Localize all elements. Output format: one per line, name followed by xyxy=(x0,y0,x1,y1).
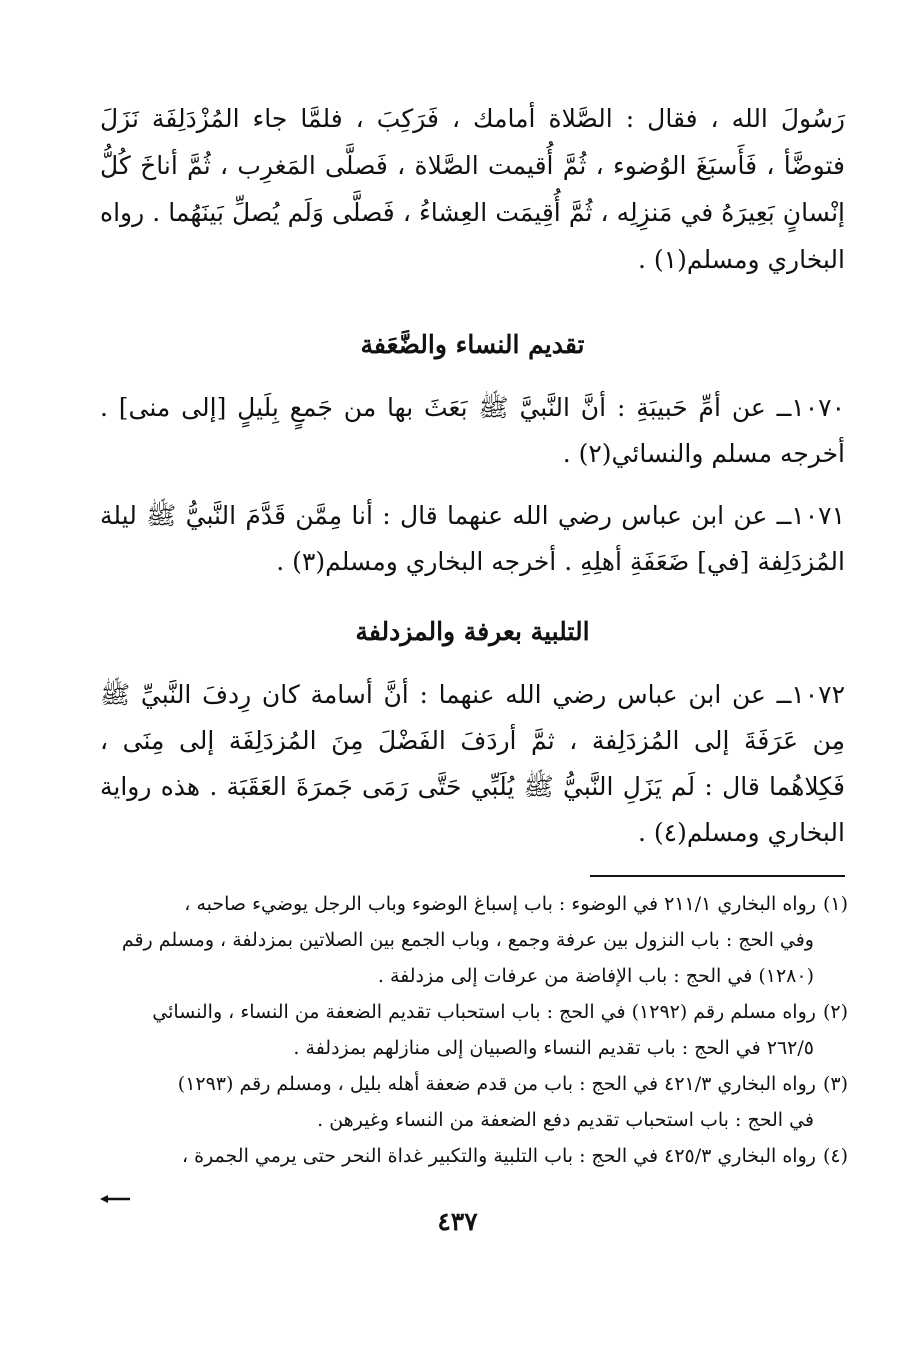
footnote-divider xyxy=(590,875,845,877)
footnote-line: (١٢٨٠) في الحج : باب الإفاضة من عرفات إلى مزدلفة . xyxy=(377,965,814,987)
footnote-number: (١) xyxy=(822,893,848,915)
footnote-line: رواه البخاري ٢١١/١ في الوضوء : باب إسباغ الوضوء وباب الرجل يوضيء صاحبه ، xyxy=(184,893,816,915)
footnote-2 xyxy=(100,994,848,1066)
footnote-number: (٣) xyxy=(822,1073,848,1095)
footnote-number: (٤) xyxy=(822,1145,848,1167)
footnote-line: في الحج : باب استحباب تقديم دفع الضعفة من النساء وغيرهن . xyxy=(317,1109,814,1131)
footnote-line: رواه البخاري ٤٢١/٣ في الحج : باب من قدم ضعفة أهله بليل ، ومسلم رقم (١٢٩٣) xyxy=(177,1073,816,1095)
page-number: ٤٣٧ xyxy=(437,1207,478,1236)
footnote-3 xyxy=(100,1066,848,1138)
footnote-line: رواه البخاري ٤٢٥/٣ في الحج : باب التلبية والتكبير غداة النحر حتى يرمي الجمرة ، xyxy=(181,1145,816,1167)
footnote-1 xyxy=(100,886,848,994)
hadith-1071: ١٠٧١ــ عن ابن عباس رضي الله عنهما قال : أنا مِمَّن قَدَّمَ النَّبيُّ ﷺ ليلة المُزدَلِفة [في] ضَعَفَةِ أهلِهِ . أخرجه البخاري ومسلم(٣) . xyxy=(100,501,845,576)
footnote-line: ٢٦٢/٥ في الحج : باب تقديم النساء والصبيان إلى منازلهم بمزدلفة . xyxy=(293,1037,814,1059)
section-heading-2: التلبية بعرفة والمزدلفة xyxy=(355,617,590,646)
paragraph-continuation: رَسُولَ الله ، فقال : الصَّلاة أمامك ، فَرَكِبَ ، فلمَّا جاء المُزْدَلِفَة نَزَلَ فتوضَّأ ، فَأَسبَغَ الوُضوء ، ثُمَّ أُقيمت الصَّلاة ، فَصلَّى المَغرِب ، ثُمَّ أناخَ كُلُّ إنْسانٍ بَعِيرَهُ في مَنزِلِه ، ثُمَّ أُقِيمَت العِشاءُ ، فَصلَّى وَلَم يُصلِّ بَينَهُما . رواه البخاري ومسلم(١) . xyxy=(100,104,845,274)
footnote-number: (٢) xyxy=(822,1001,848,1023)
hadith-1070: ١٠٧٠ــ عن أمِّ حَبيبَةِ : أنَّ النَّبيَّ ﷺ بَعَثَ بها من جَمعٍ بِلَيلٍ [إلى منى] . أخرجه مسلم والنسائي(٢) . xyxy=(100,393,845,468)
section-heading-1: تقديم النساء والضَّعَفة xyxy=(360,330,585,359)
footnote-4 xyxy=(100,1138,848,1174)
footnote-line: وفي الحج : باب النزول بين عرفة وجمع ، وباب الجمع بين الصلاتين بمزدلفة ، ومسلم رقم xyxy=(121,929,814,951)
footnotes xyxy=(100,886,848,1174)
footnote-line: رواه مسلم رقم (١٢٩٢) في الحج : باب استحباب تقديم الضعفة من النساء ، والنسائي xyxy=(152,1001,816,1023)
hadith-1072: ١٠٧٢ــ عن ابن عباس رضي الله عنهما : أنَّ أسامة كان رِدفَ النَّبيِّ ﷺ مِن عَرَفَةَ إلى المُزدَلِفة ، ثمَّ أردَفَ الفَضْلَ مِنَ المُزدَلِفَة إلى مِنَى ، فَكِلاهُما قال : لَم يَزَلِ النَّبيُّ ﷺ يُلَبِّي حَتَّى رَمَى جَمرَةَ العَقَبَة . هذه رواية البخاري ومسلم(٤) . xyxy=(100,680,845,847)
continuation-arrow-icon xyxy=(100,1192,130,1206)
